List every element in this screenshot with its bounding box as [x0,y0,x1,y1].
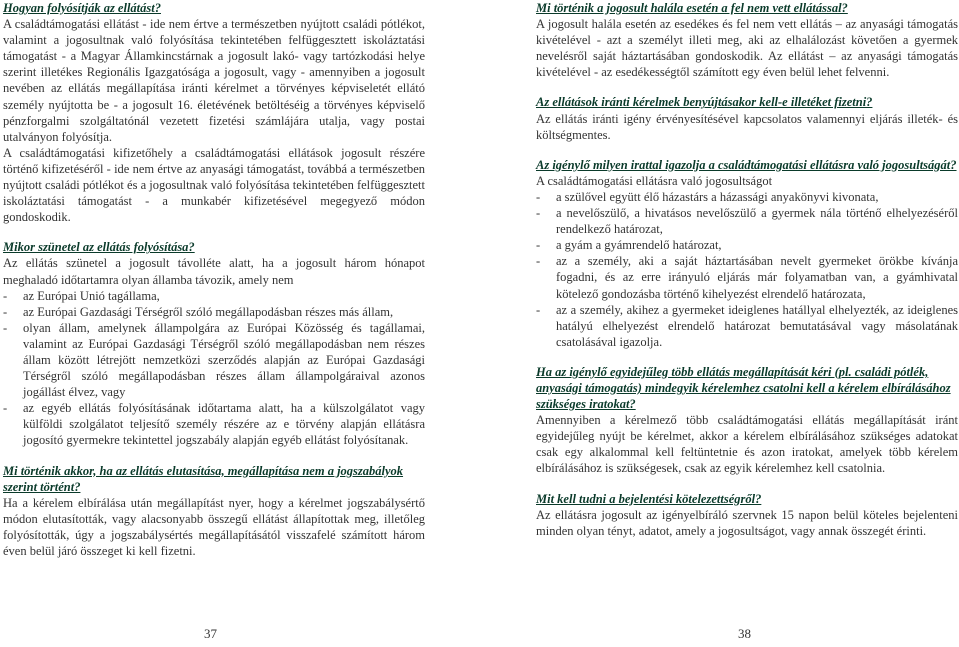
dash-list [536,189,958,350]
paragraph: Az ellátás szünetel a jogosult távolléte alatt, ha a jogosult három hónapot meghaladó időtartamra olyan államba távozik, amely nem [3,256,425,287]
list-item: - olyan állam, amelynek állampolgára az Európai Közösség és tagállamai, valamint az Európai Gazdasági Térségről szóló megállapodásban nem részes állam között létrejött nemzetközi szerződés alapján az Európai Gazdasági Térségről szóló megállapodásban részes állam állampolgáraival azonos jogállást élvez, vagy [3,320,425,400]
paragraph: Az ellátás iránti igény érvényesítésével kapcsolatos valamennyi eljárás illeték- és költségmentes. [536,111,958,142]
right-page-column [536,0,958,539]
section-heading: Mit kell tudni a bejelentési kötelezettségről? [536,491,762,506]
section-heading: Hogyan folyósítják az ellátást? [3,1,161,15]
paragraph [536,16,958,80]
list-item: - az a személy, akihez a gyermeket ideiglenes hatállyal elhelyezték, az ideiglenes hatályú elhelyezést elrendelő határozat bemutatásával vagy másolatának csatolásával igazolja. [536,302,958,349]
section-heading: Az ellátások iránti kérelmek benyújtásakor kell-e illetéket fizetni? [536,95,873,110]
list-item: - az Európai Gazdasági Térségről szóló megállapodásban részes más állam, [3,304,394,319]
paragraph-part: A jogosult halála esetén az esedékes és fel nem vett ellátás – az anyasági támogatás kivételével - azt a személyt illeti meg, aki az elhalálozást követően a gyermek nevelésről saját háztartásában gondoskodik. [536,17,958,64]
page-number: 37 [204,626,217,641]
paragraph: Az ellátásra jogosult az igényelbíráló szervnek 15 napon belül köteles bejelenteni minden olyan tényt, adatot, amely a jogosultságot, vagy annak összegét érinti. [536,507,958,538]
list-item: - az egyéb ellátás folyósításának időtartama alatt, ha a külszolgálatot vagy külföldi szolgálatot teljesítő személy részére az e törvény alapján ellátásra jogosító gyermekre tekintettel jogszabály alapján egyéb ellátást folyósítanak. [3,401,425,448]
list-item: - az Európai Unió tagállama, [3,288,160,303]
section-heading: Ha az igénylő egyidejűleg több ellátás megállapítását kéri (pl. családi pótlék, anyasági támogatás) mindegyik kérelemhez csatolni kell a kérelem elbírálásához szükséges iratokat? [536,364,951,412]
list-item: - a szülővel együtt élő házastárs a házassági anyakönyvi kivonata, [536,189,879,204]
paragraph: A családtámogatási ellátást - ide nem értve a természetben nyújtott családi pótlékot, valamint a jogosultnak való folyósítása tekintetében felfüggesztett iskoláztatási támogatást - a Magyar Államkincstárnak a jogosult lakó- vagy tartózkodási helye szerint illetékes Regionális Igazgatósága a jogosult, vagy - amennyiben a jogosult nevében az ellátás megállapítása iránti kérelmet a törvényes képviseletét ellátó személy nyújtotta be - a jogosult 16. életévének betöltéséig a törvényes képviselő pénzforgalmi szolgáltatónál vezetett fizetési számlájára utalja, vagy postai utalványon folyósítja. [3,17,425,144]
section-heading: Mi történik akkor, ha az ellátás elutasítása, megállapítása nem a jogszabályok szerint történt? [3,463,404,494]
left-page-column [3,0,425,559]
section-heading: Az igénylő milyen irattal igazolja a családtámogatási ellátásra való jogosultságát? [536,157,957,172]
paragraph: Amennyiben a kérelmező több családtámogatási ellátás megállapítását iránt egyidejűleg nyújt be kérelmet, akkor a kérelem elbírálásához szükséges adatokat csak egy alkalommal kell feltüntetnie és azon iratokat, amelyek több kérelem elbírálásához is szükségesek, csak az egyik kérelemhez kell csatolnia. [536,413,958,476]
list-item: - a gyám a gyámrendelő határozat, [536,238,722,253]
section-heading: Mikor szünetel az ellátás folyósítása? [3,240,195,255]
list-item: - a nevelőszülő, a hivatásos nevelőszülő a gyermek nála történő elhelyezéséről rendelkező határozat, [536,206,958,237]
section-heading: Mi történik a jogosult halála esetén a fel nem vett ellátással? [536,1,848,15]
paragraph: A családtámogatási kifizetőhely a családtámogatási ellátások jogosult részére történő kifizetéséről - ide nem értve az anyasági támogatást, továbbá a természetben nyújtott családi pótlékot és a jogosultnak való folyósítása tekintetében felfüggesztett iskoláztatási támogatást - a munkabér kifizetésével megegyező módon gondoskodik. [3,145,425,225]
page-number: 38 [738,626,751,641]
paragraph: A családtámogatási ellátásra való jogosultságot [536,173,773,188]
dash-list [3,288,425,449]
paragraph-part: Az ellátást – az anyasági támogatás kivételével - az esedékességtől számított egy éven belül lehet felvenni. [536,49,959,80]
list-item: - az a személy, aki a saját háztartásában nevelt gyermeket örökbe kívánja fogadni, és az erre irányuló eljárás már folyamatban van, a gyámhivatal kötelező gondozásba történő kihelyezést elrendelő határozata, [536,254,958,301]
paragraph: Ha a kérelem elbírálása után megállapítást nyer, hogy a kérelmet jogszabálysértő módon elutasították, vagy alacsonyabb összegű ellátást állapítottak meg, illetőleg folyósították, úgy a jogszabálysértés megállapításától visszafelé számított három éven belül járó összeget ki kell fizetni. [3,495,425,558]
